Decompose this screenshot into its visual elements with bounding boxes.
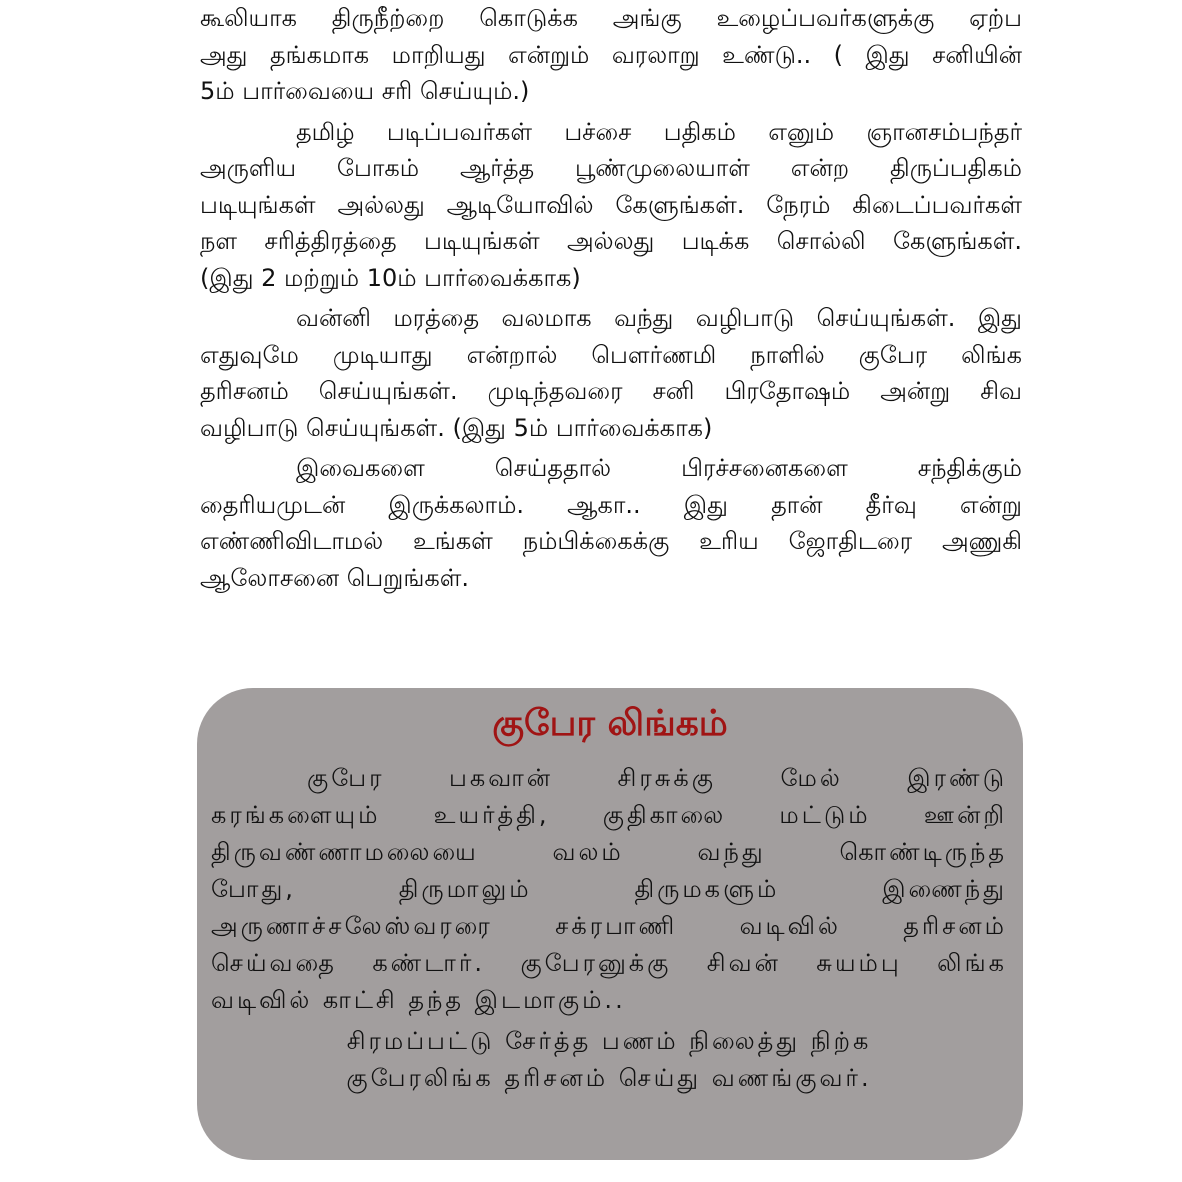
text-line: இவைகளை செய்ததால் பிரச்சனைகளை சந்திக்கும் [296, 454, 1022, 482]
box-text-line: கரங்களையும் உயர்த்தி, குதிகாலை மட்டும் ஊன்றி [211, 801, 1007, 829]
box-closing [211, 1023, 1007, 1097]
text-line: வன்னி மரத்தை வலமாக வந்து வழிபாடு செய்யுங்கள். இது [296, 304, 1022, 332]
text-line: அருளிய போகம் ஆர்த்த பூண்முலையாள் என்ற திருப்பதிகம் [200, 154, 1022, 182]
box-text-line: போது, திருமாலும் திருமகளும் இணைந்து [211, 875, 1007, 903]
text-line: படியுங்கள் அல்லது ஆடியோவில் கேளுங்கள். நேரம் கிடைப்பவர்கள் [200, 190, 1022, 219]
text-line: தரிசனம் செய்யுங்கள். முடிந்தவரை சனி பிரதோஷம் அன்று சிவ [200, 377, 1022, 405]
text-line: 5ம் பார்வையை சரி செய்யும்.) [200, 77, 530, 105]
box-text-line: குபேர பகவான் சிரசுக்கு மேல் இரண்டு [307, 764, 1007, 792]
kubera-lingam-box [197, 688, 1023, 1160]
text-line: எண்ணிவிடாமல் உங்கள் நம்பிக்கைக்கு உரிய ஜோதிடரை அணுகி [200, 527, 1022, 555]
document-body [200, 0, 1022, 596]
text-line: கூலியாக திருநீற்றை கொடுக்க அங்கு உழைப்பவர்களுக்கு ஏற்ப [200, 4, 1022, 32]
text-line: (இது 2 மற்றும் 10ம் பார்வைக்காக) [200, 263, 581, 292]
box-text-line: திருவண்ணாமலையை வலம் வந்து கொண்டிருந்த [211, 838, 1007, 866]
box-text-line: செய்வதை கண்டார். குபேரனுக்கு சிவன் சுயம்பு லிங்க [211, 949, 1007, 977]
text-line: எதுவுமே முடியாது என்றால் பௌர்ணமி நாளில் குபேர லிங்க [200, 340, 1022, 369]
text-line: வழிபாடு செய்யுங்கள். (இது 5ம் பார்வைக்காக) [200, 413, 713, 442]
text-line: ஆலோசனை பெறுங்கள். [200, 563, 470, 592]
text-line: தைரியமுடன் இருக்கலாம். ஆகா.. இது தான் தீர்வு என்று [200, 490, 1022, 519]
box-title: குபேர லிங்கம் [492, 703, 728, 744]
closing-line: சிரமப்பட்டு சேர்த்த பணம் நிலைத்து நிற்க [346, 1027, 872, 1055]
paragraph-1 [200, 0, 1022, 110]
box-text-line: அருணாச்சலேஸ்வரரை சக்ரபாணி வடிவில் தரிசனம் [211, 912, 1007, 940]
paragraph-4 [200, 450, 1022, 596]
box-body [211, 760, 1007, 1097]
text-line: நள சரித்திரத்தை படியுங்கள் அல்லது படிக்க சொல்லி கேளுங்கள். [200, 227, 1022, 255]
box-text-line: வடிவில் காட்சி தந்த இடமாகும்.. [211, 986, 626, 1014]
box-paragraph [211, 760, 1007, 1019]
text-line: தமிழ் படிப்பவர்கள் பச்சை பதிகம் எனும் ஞானசம்பந்தர் [296, 117, 1022, 146]
paragraph-3 [200, 300, 1022, 446]
paragraph-2 [200, 114, 1022, 297]
text-line: அது தங்கமாக மாறியது என்றும் வரலாறு உண்டு.. ( இது சனியின் [200, 40, 1022, 69]
closing-line: குபேரலிங்க தரிசனம் செய்து வணங்குவர். [346, 1064, 872, 1092]
